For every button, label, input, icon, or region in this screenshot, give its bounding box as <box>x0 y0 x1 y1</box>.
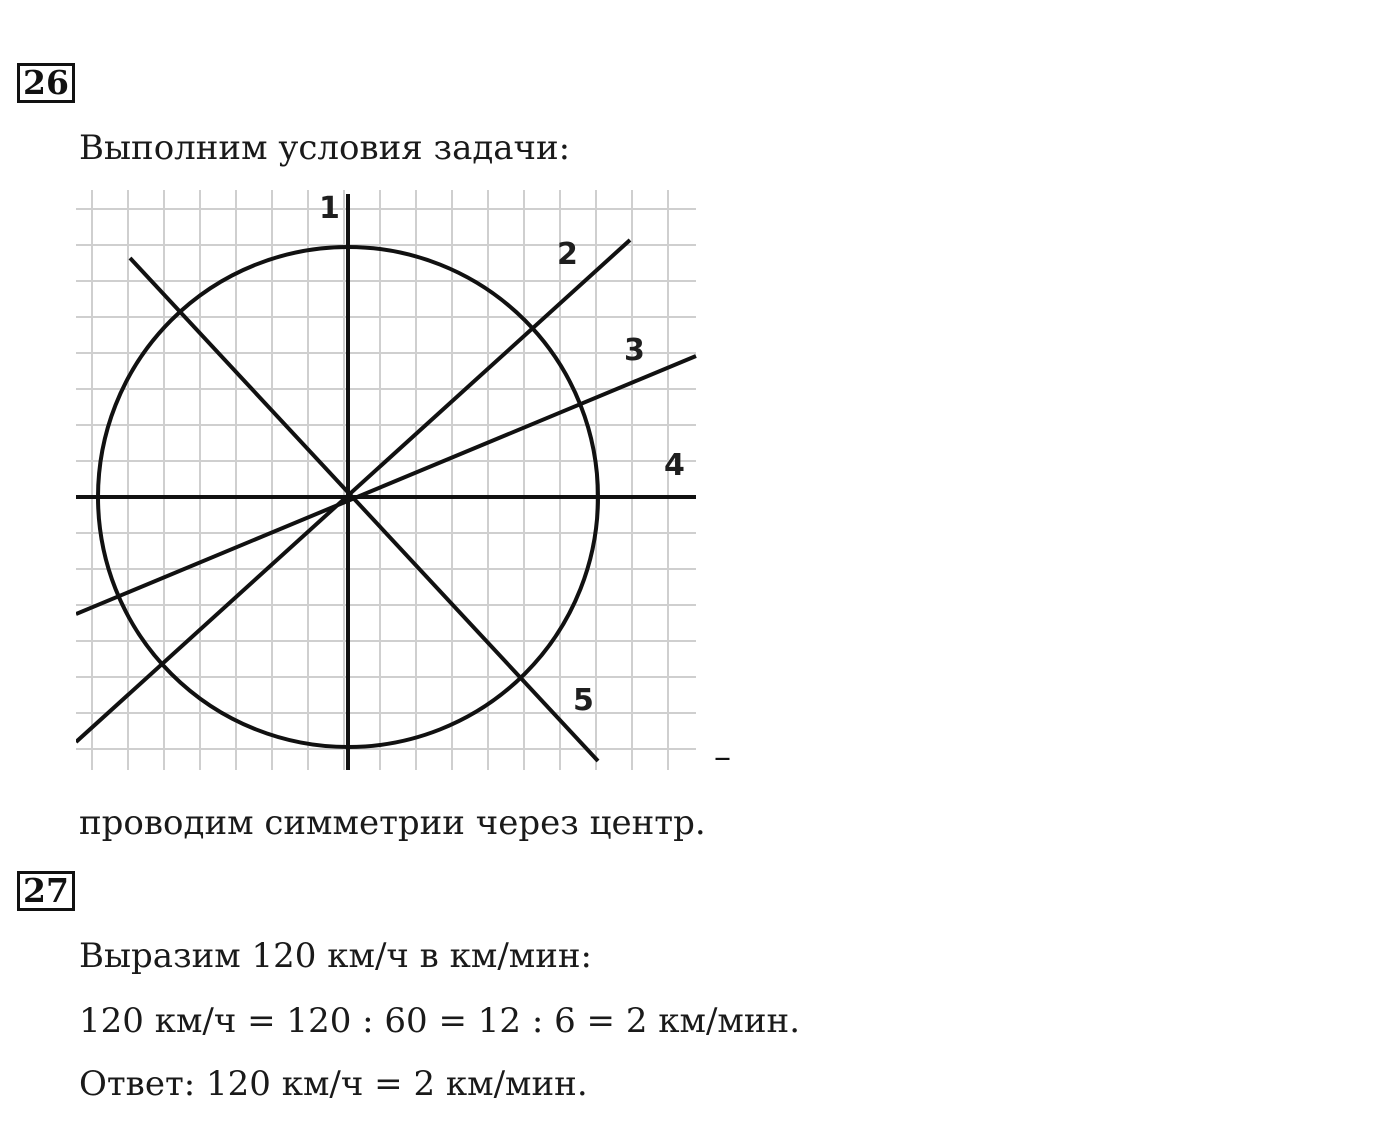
line-3-diagonal <box>76 356 696 614</box>
task-27-line-1: Выразим 120 км/ч в км/мин: <box>79 936 593 976</box>
line-label-2: 2 <box>557 237 578 272</box>
line-label-4: 4 <box>664 448 685 483</box>
line-label-3: 3 <box>624 333 645 368</box>
task-27-line-3: Ответ: 120 км/ч = 2 км/мин. <box>79 1064 588 1104</box>
line-label-1: 1 <box>319 191 340 226</box>
task-27-line-2: 120 км/ч = 120 : 60 = 12 : 6 = 2 км/мин. <box>79 1001 801 1041</box>
task-26-intro: Выполним условия задачи: <box>79 128 571 168</box>
task-26-conclusion: проводим симметрии через центр. <box>79 803 706 843</box>
task-number-27: 27 <box>17 871 75 911</box>
symmetry-lines-figure <box>76 190 746 775</box>
line-2-diagonal <box>76 240 630 742</box>
grid <box>76 190 696 770</box>
trailing-mark: – <box>714 737 731 775</box>
line-label-5: 5 <box>573 683 594 718</box>
task-number-26: 26 <box>17 63 75 103</box>
